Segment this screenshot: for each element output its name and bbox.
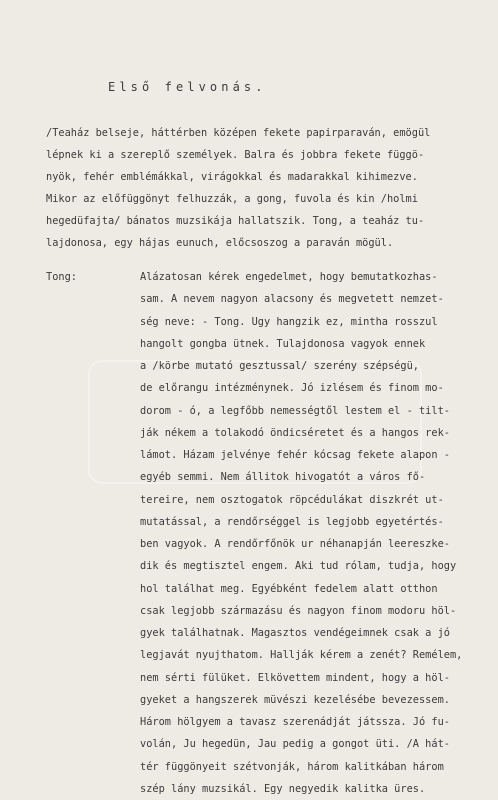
speech-line: gyek találhatnak. Magasztos vendégeimnek csak a jó — [140, 627, 450, 639]
speech-line: dorom - ó, a legfőbb nemességtől lestem el - tilt- — [140, 404, 450, 417]
speech-line: lámot. Házam jelvénye fehér kócsag fekete alapon - — [140, 449, 450, 461]
stage-line: /Teaház belseje, háttérben középen fekete papirparaván, emögül — [46, 127, 431, 139]
speech-line: hangolt gongba ütnek. Tulajdonosa vagyok ennek — [140, 337, 426, 350]
speech-line: Alázatosan kérek engedelmet, hogy bemutatkozhas- — [140, 271, 438, 283]
speech-line: tér függönyeit szétvonják, három kalitkában három — [140, 760, 444, 773]
speech-line: csak legjobb származásu és nagyon finom modoru höl- — [140, 604, 457, 617]
stage-line: Mikor az előfüggönyt felhuzzák, a gong, fuvola és kin /holmi — [46, 193, 418, 205]
speech-line: ség neve: - Tong. Ugy hangzik ez, mintha rosszul — [140, 315, 438, 328]
stage-line: nyök, fehér emblémákkal, virágokkal és madarakkal kihimezve. — [46, 171, 418, 183]
stage-line: lajdonosa, egy hájas eunuch, előcsoszog a paraván mögül. — [46, 237, 394, 249]
speech-line: de előrangu intézménynek. Jó izlésem és finom mo- — [140, 382, 444, 395]
speech-line: ják nékem a tolakodó öndicséretet és a hangos rek- — [140, 426, 450, 439]
speech-line: a /körbe mutató gesztussal/ szerény szépségü, — [140, 360, 419, 372]
speech-line: tereire, nem osztogatok röpcédulákat diszkrét ut- — [140, 493, 444, 506]
speech-line: dik és megtisztel engem. Aki tud rólam, tudja, hogy — [140, 560, 457, 573]
speech-line: gyeket a hangszerek müvészi kezelésébe bevezessem. — [140, 693, 450, 706]
speech-line: nem sérti fülüket. Elkövettem mindent, hogy a höl- — [140, 671, 450, 684]
speech-line: legjavát nyujthatom. Hallják kérem a zenét? Remélem, — [140, 649, 463, 662]
speech-line: mutatással, a rendőrséggel is legjobb egyetértés- — [140, 515, 444, 528]
speech-line: Három hölgyem a tavasz szerenádját játssza. Jó fu- — [140, 716, 450, 728]
speaker-name: Tong: — [46, 271, 77, 283]
speech-line: sam. A nevem nagyon alacsony és megvetett nemzet- — [140, 293, 444, 306]
stage-direction — [46, 122, 486, 254]
stage-line: lépnek ki a szereplő személyek. Balra és jobbra fekete függö- — [46, 149, 425, 161]
speech-block — [140, 266, 480, 800]
speech-line: hol találhat meg. Egyébként fedelem alatt otthon — [140, 582, 438, 595]
speech-line: szép lány muzsikál. Egy negyedik kalitka üres. — [140, 782, 426, 795]
speech-line: egyéb semmi. Nem állitok hivogatót a város fő- — [140, 471, 426, 484]
speech-line: volán, Ju hegedün, Jau pedig a gongot üti. /A hát- — [140, 738, 450, 751]
act-heading: Első felvonás. — [108, 80, 267, 94]
stage-line: hegedüfajta/ bánatos muzsikája hallatszik. Tong, a teaház tu- — [46, 215, 425, 227]
speech-line: ben vagyok. A rendőrfőnök ur néhanapján leereszke- — [140, 538, 450, 550]
